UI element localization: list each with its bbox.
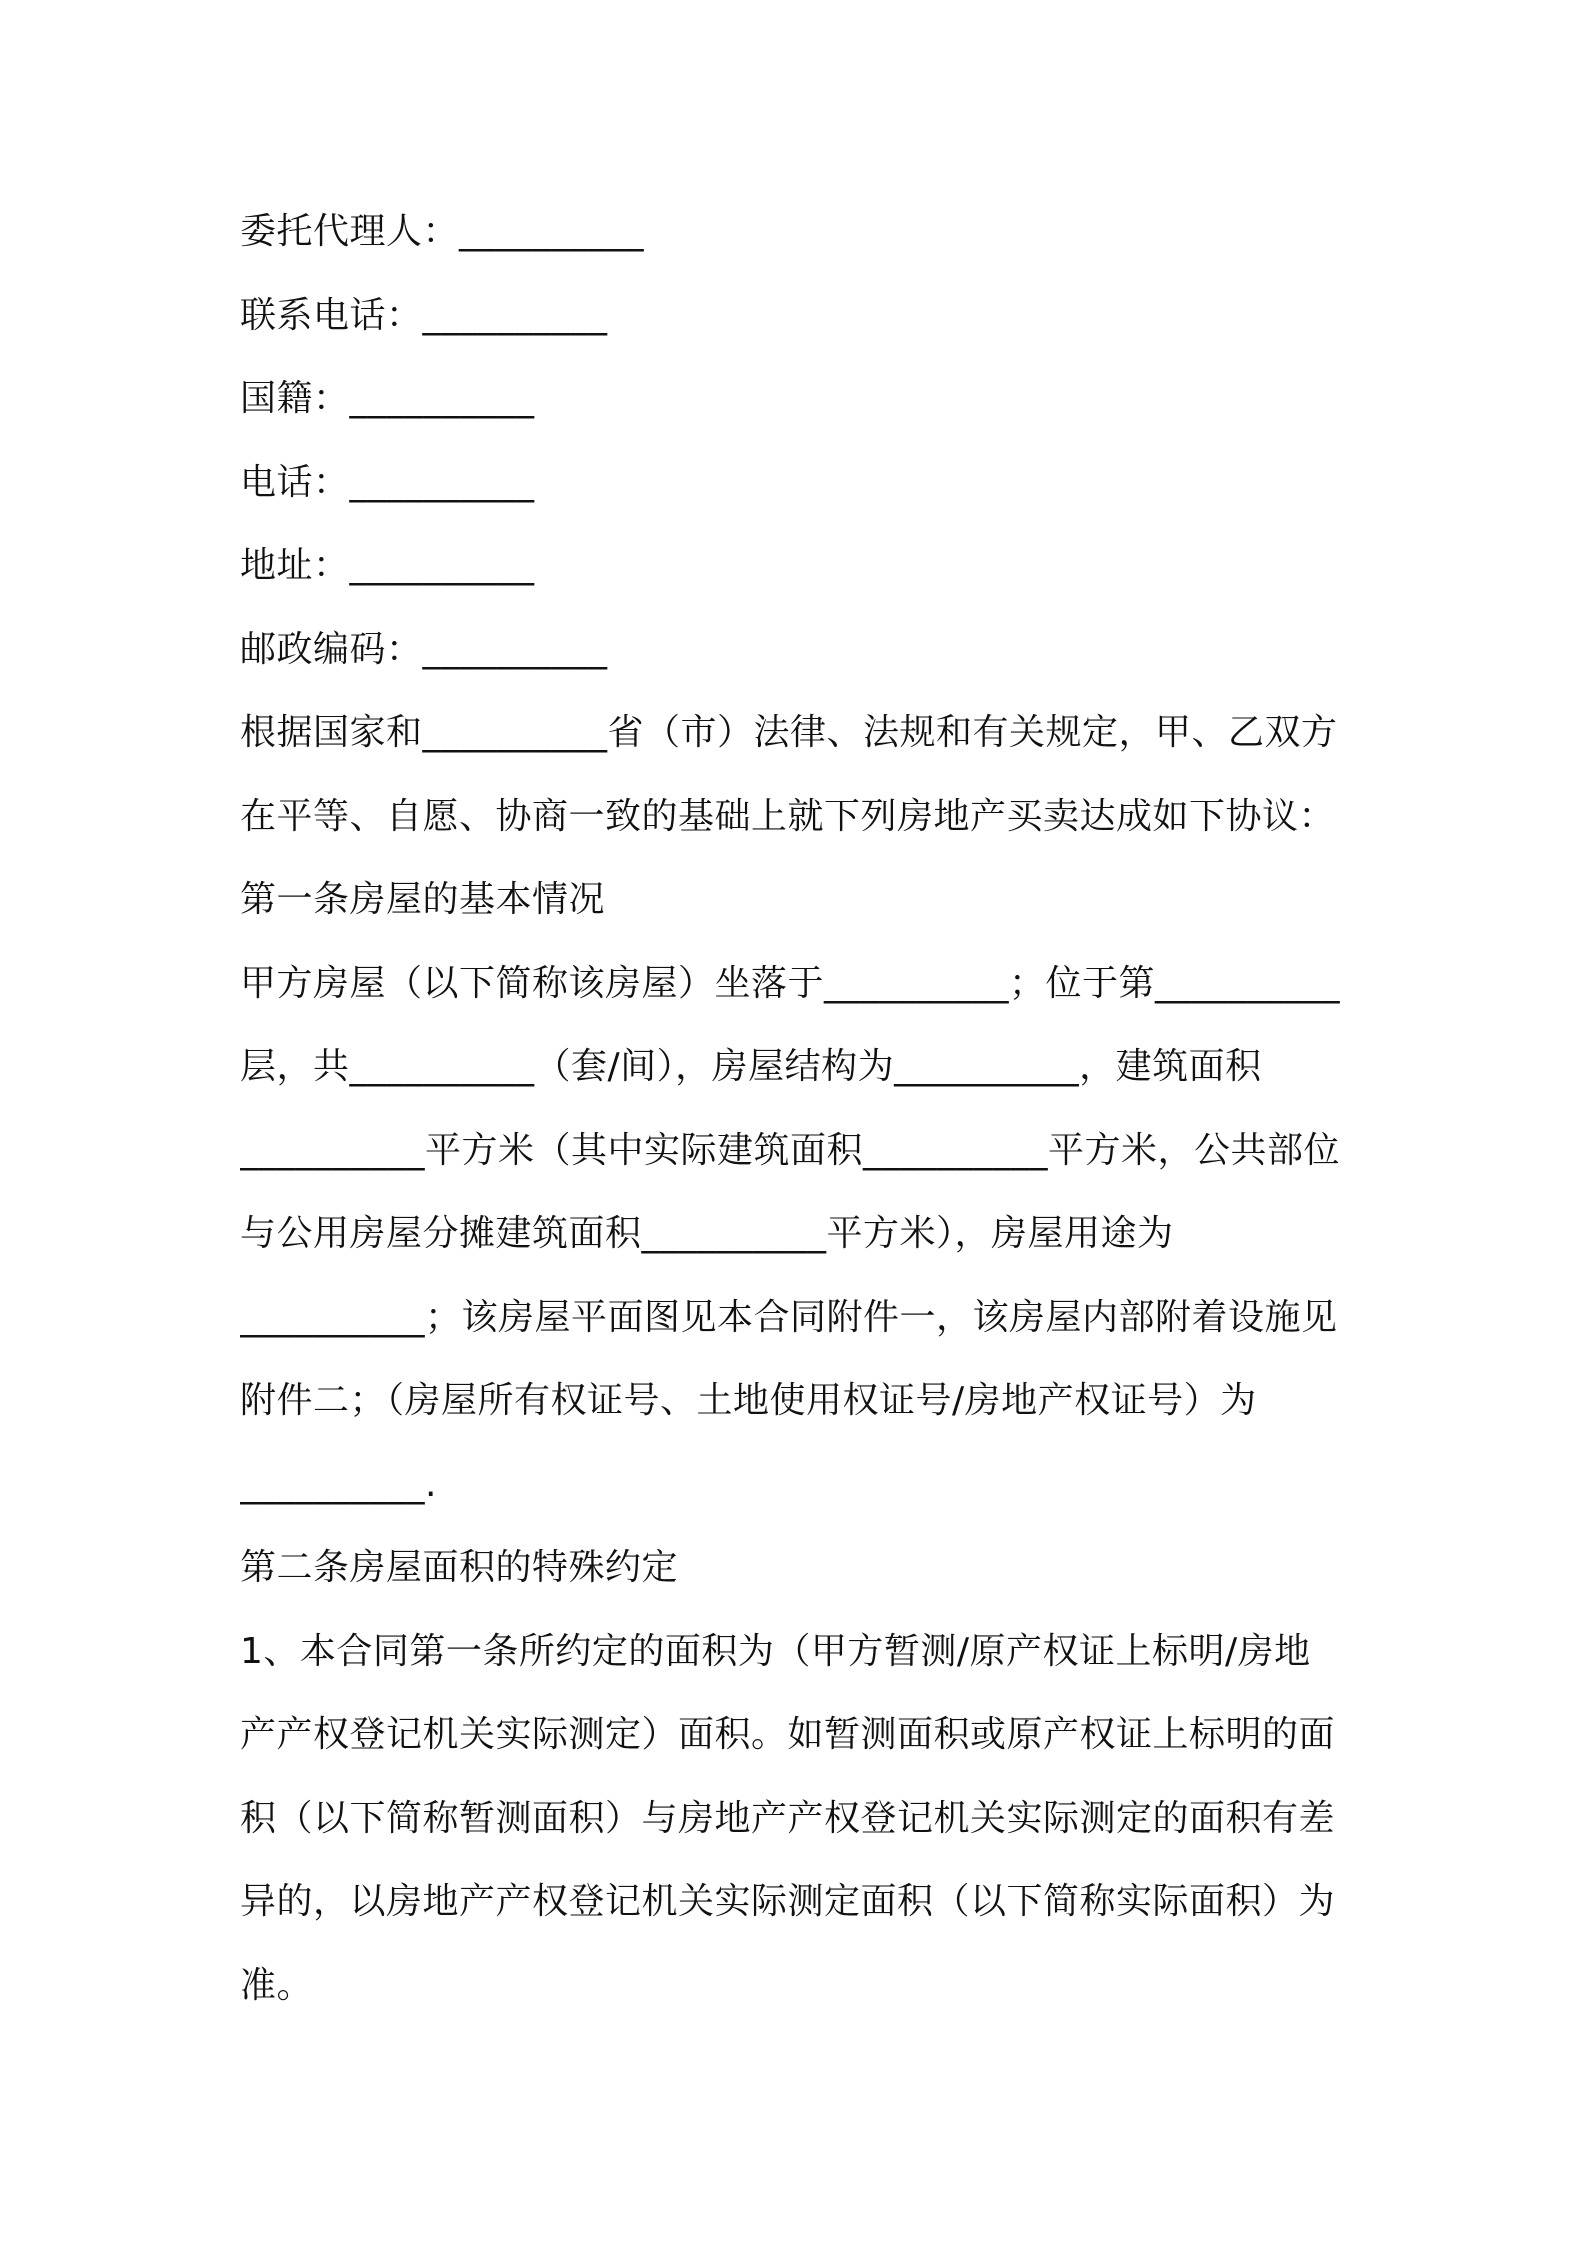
article-1-heading: 第一条房屋的基本情况 — [240, 879, 606, 920]
field-phone: 电话：__________ — [240, 461, 535, 503]
article-2-line-2: 产产权登记机关实际测定）面积。如暂测面积或原产权证上标明的面 — [240, 1714, 1336, 1755]
article-1-line-6: 附件二；（房屋所有权证号、土地使用权证号/房地产权证号）为 — [240, 1380, 1257, 1421]
article-1-line-5: __________；该房屋平面图见本合同附件一，该房屋内部附着设施见 — [240, 1296, 1338, 1338]
article-2-line-5: 准。 — [240, 1964, 314, 2006]
field-contact-phone: 联系电话：__________ — [240, 294, 608, 336]
article-2-line-3: 积（以下简称暂测面积）与房地产产权登记机关实际测定的面积有差 — [240, 1797, 1336, 1839]
preamble-line-2: 在平等、自愿、协商一致的基础上就下列房地产买卖达成如下协议： — [240, 795, 1336, 837]
field-address: 地址：__________ — [240, 545, 535, 586]
article-1-line-2: 层，共__________（套/间），房屋结构为__________，建筑面积 — [240, 1046, 1262, 1087]
article-2-line-1: 1、本合同第一条所约定的面积为（甲方暂测/原产权证上标明/房地 — [240, 1630, 1311, 1672]
field-agent: 委托代理人：__________ — [240, 211, 645, 252]
document-page — [240, 190, 1350, 2027]
preamble-line-1: 根据国家和__________省（市）法律、法规和有关规定，甲、乙双方 — [240, 712, 1338, 753]
article-1-line-3: __________平方米（其中实际建筑面积__________平方米，公共部位 — [240, 1129, 1341, 1171]
field-nationality: 国籍：__________ — [240, 378, 535, 419]
article-1-line-7: __________. — [240, 1463, 437, 1505]
field-postal-code: 邮政编码：__________ — [240, 628, 608, 670]
article-1-line-4: 与公用房屋分摊建筑面积__________平方米），房屋用途为 — [240, 1213, 1174, 1254]
article-1-line-1: 甲方房屋（以下简称该房屋）坐落于__________；位于第__________ — [240, 962, 1341, 1004]
article-2-heading: 第二条房屋面积的特殊约定 — [240, 1547, 679, 1588]
article-2-line-4: 异的，以房地产产权登记机关实际测定面积（以下简称实际面积）为 — [240, 1881, 1336, 1922]
